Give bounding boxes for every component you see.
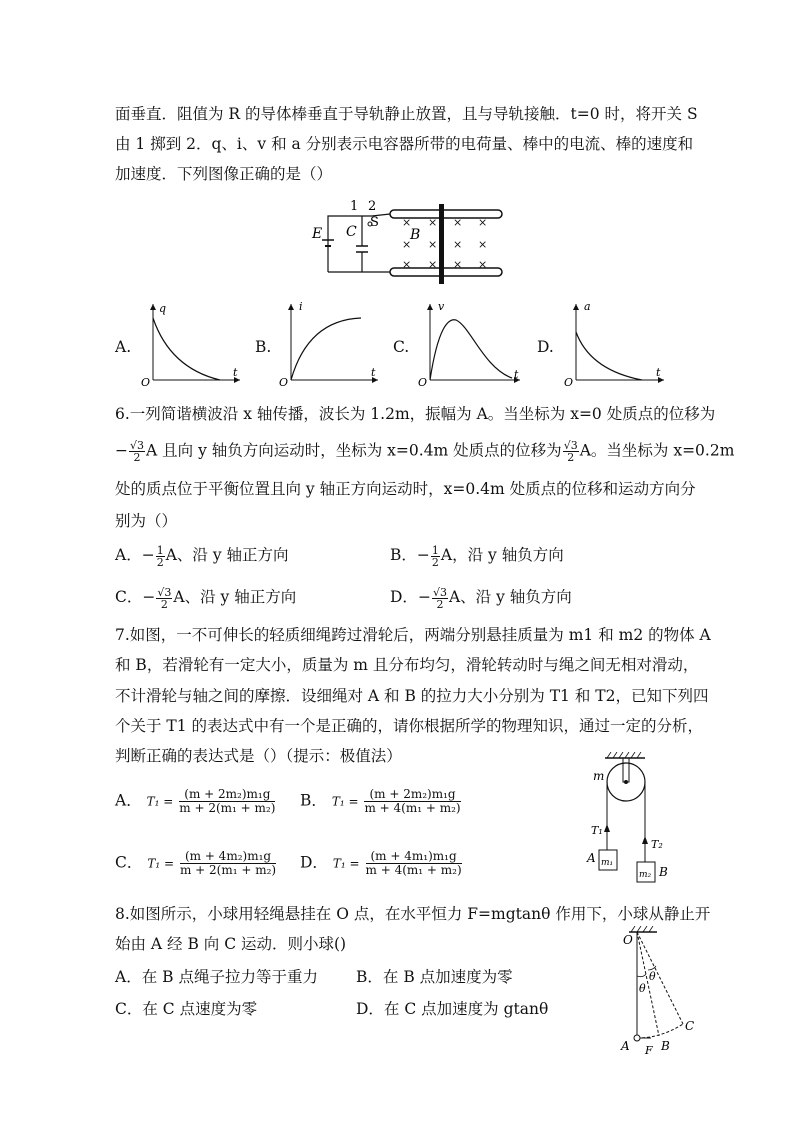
q6-line4: 别为（）	[115, 512, 178, 530]
q7-optA: A． T₁ = $\frac{\text{(m + 2m₂)m₁g}}{\text{m + 2(m₁ + m₂)}}$	[115, 787, 276, 815]
label-C: C	[346, 224, 357, 240]
q6-line2: − $\frac{√3}{2}$ A 且向 y 轴负方向运动时，坐标为 x=0.4m 处质点的位移为 $\frac{√3}{2}$ A。当坐标为 x=0.2m	[115, 439, 735, 464]
svg-text:×: ×	[402, 238, 412, 251]
svg-text:×: ×	[478, 216, 488, 229]
q8-optD: D．在 C 点加速度为 gtanθ	[356, 1000, 549, 1018]
svg-text:C: C	[685, 1019, 695, 1033]
svg-text:×: ×	[402, 258, 412, 271]
svg-text:m: m	[593, 769, 605, 783]
q7-optD: D． T₁ = $\frac{\text{(m + 4m₁)m₁g}}{\text{m + 4(m₁ + m₂)}}$	[300, 849, 462, 877]
label-2: 2	[368, 199, 377, 214]
q6-optD: D．− $\frac{√3}{2}$ A、沿 y 轴负方向	[390, 585, 572, 611]
q8-optA: A．在 B 点绳子拉力等于重力	[115, 968, 318, 986]
q8-optC: C．在 C 点速度为零	[115, 1000, 258, 1018]
svg-text:m₁: m₁	[601, 858, 614, 868]
svg-text:×: ×	[428, 216, 438, 229]
svg-text:A: A	[587, 851, 596, 865]
svg-text:×: ×	[428, 258, 438, 271]
q8-line2: 始由 A 经 B 向 C 运动．则小球()	[115, 935, 347, 953]
svg-text:m₂: m₂	[639, 870, 652, 880]
q7-line5: 判断正确的表达式是（）（提示：极值法）	[115, 747, 402, 765]
svg-text:×: ×	[478, 258, 488, 271]
svg-text:×: ×	[453, 258, 463, 271]
q5-graph-B	[273, 298, 383, 390]
q6-line1: 6.一列简谐横波沿 x 轴传播，波长为 1.2m，振幅为 A。当坐标为 x=0 处质点的位移为	[115, 405, 716, 423]
svg-text:×: ×	[453, 216, 463, 229]
q5-graph-D	[556, 298, 668, 390]
svg-text:θ: θ	[639, 982, 646, 995]
svg-text:O: O	[418, 376, 428, 389]
svg-text:×: ×	[478, 238, 488, 251]
label-E: E	[312, 226, 323, 242]
q5-line3: 加速度．下列图像正确的是（）	[115, 165, 333, 183]
q5-optB-label: B.	[255, 338, 272, 356]
q6-line3: 处的质点位于平衡位置且向 y 轴正方向运动时，x=0.4m 处质点的位移和运动方向分	[115, 480, 696, 498]
svg-text:a: a	[584, 300, 591, 313]
svg-text:t: t	[514, 368, 519, 381]
q7-line3: 不计滑轮与轴之间的摩擦．设细绳对 A 和 B 的拉力大小分别为 T1 和 T2，已知下列四	[115, 687, 709, 705]
q5-line1: 面垂直．阻值为 R 的导体棒垂直于导轨静止放置，且与导轨接触．t=0 时，将开关 S	[115, 105, 698, 123]
svg-text:A: A	[621, 1039, 630, 1053]
svg-text:O: O	[564, 376, 574, 389]
q8-pendulum-diagram	[615, 926, 705, 1061]
svg-text:t: t	[656, 366, 661, 379]
q5-optD-label: D.	[537, 338, 554, 356]
svg-text:×: ×	[453, 238, 463, 251]
q7-optB: B． T₁ = $\frac{\text{(m + 2m₂)m₁g}}{\text{m + 4(m₁ + m₂)}}$	[300, 787, 461, 815]
q7-line1: 7.如图，一不可伸长的轻质细绳跨过滑轮后，两端分别悬挂质量为 m1 和 m2 的物体 A	[115, 626, 711, 644]
q6-optB: B．− $\frac{1}{2}$ A，沿 y 轴负方向	[390, 543, 564, 569]
q6-optA: A．− $\frac{1}{2}$ A、沿 y 轴正方向	[115, 543, 289, 569]
q5-graph-C	[412, 298, 527, 390]
svg-text:O: O	[623, 933, 633, 947]
svg-text:O: O	[141, 376, 151, 389]
svg-text:B: B	[659, 865, 668, 879]
q5-optC-label: C.	[393, 338, 410, 356]
svg-text:t: t	[233, 366, 238, 379]
svg-text:B: B	[661, 1039, 670, 1053]
q5-graph-A	[135, 298, 245, 390]
q7-optC: C． T₁ = $\frac{\text{(m + 4m₂)m₁g}}{\text{m + 2(m₁ + m₂)}}$	[115, 849, 277, 877]
q8-optB: B．在 B 点加速度为零	[356, 968, 513, 986]
q8-line1: 8.如图所示，小球用轻绳悬挂在 O 点，在水平恒力 F=mgtanθ 作用下，小球从静止开	[115, 905, 711, 923]
q5-optA-label: A.	[115, 338, 132, 356]
svg-text:×: ×	[428, 238, 438, 251]
svg-text:θ: θ	[649, 970, 656, 983]
label-S: S	[370, 215, 379, 230]
q5-line2: 由 1 掷到 2．q、i、v 和 a 分别表示电容器所带的电荷量、棒中的电流、棒的速度和	[115, 135, 694, 153]
svg-text:T₁: T₁	[591, 824, 603, 837]
svg-text:F: F	[645, 1044, 653, 1057]
label-B: B	[410, 227, 421, 243]
svg-text:i: i	[299, 300, 303, 313]
svg-text:q: q	[159, 302, 167, 315]
q7-line4: 个关于 T1 的表达式中有一个是正确的，请你根据所学的物理知识，通过一定的分析，	[115, 717, 704, 735]
svg-text:t: t	[371, 366, 376, 379]
svg-text:v: v	[438, 300, 445, 313]
q7-pulley-diagram	[585, 752, 685, 887]
svg-text:×: ×	[402, 216, 412, 229]
svg-text:O: O	[279, 376, 289, 389]
q7-line2: 和 B，若滑轮有一定大小，质量为 m 且分布均匀，滑轮转动时与绳之间无相对滑动，	[115, 656, 699, 674]
q5-circuit-diagram	[310, 196, 520, 288]
q6-optC: C．− $\frac{√3}{2}$ A、沿 y 轴正方向	[115, 585, 297, 611]
label-1: 1	[350, 199, 359, 214]
svg-text:T₂: T₂	[651, 838, 663, 851]
